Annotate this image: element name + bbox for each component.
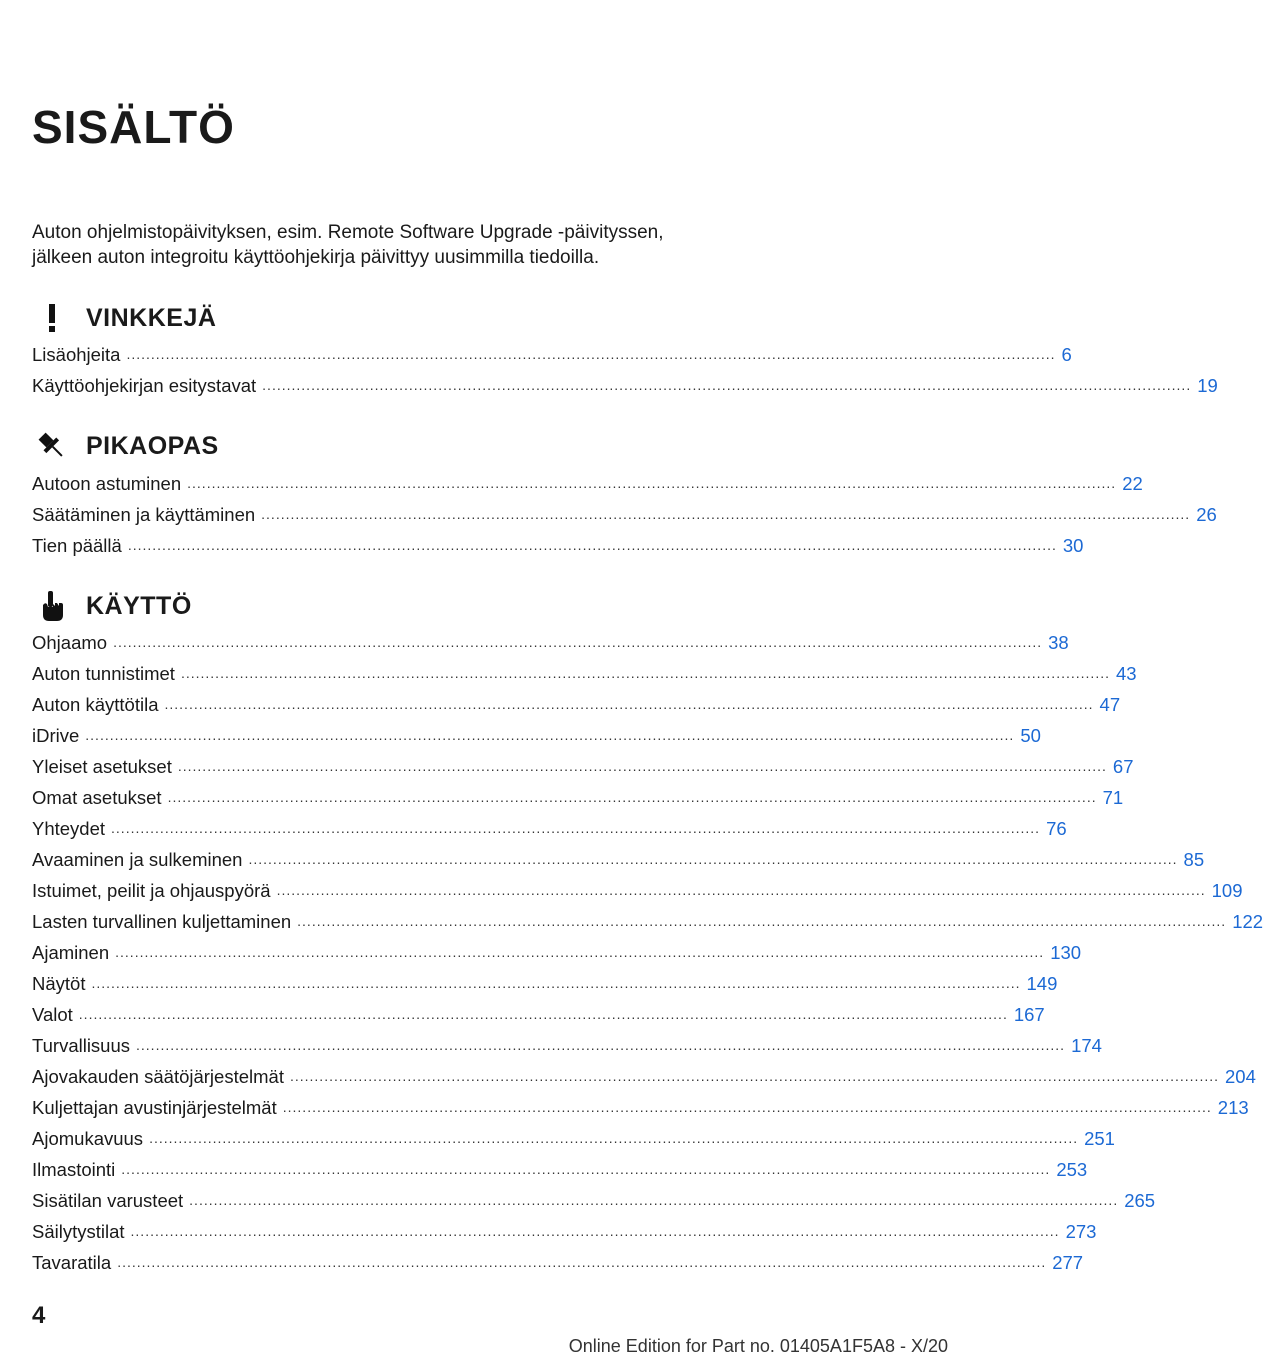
toc-leader-dots: .............................................................................................................................................................................................. — [276, 882, 1206, 898]
toc-leader-dots: .............................................................................................................................................................................................. — [149, 1130, 1079, 1146]
toc-entry-label: iDrive — [32, 724, 80, 746]
toc-leader-dots: .............................................................................................................................................................................................. — [85, 727, 1015, 743]
toc-entry-label: Tien päällä — [32, 534, 122, 556]
toc-entry-label: Autoon astuminen — [32, 472, 182, 494]
toc-entry-page[interactable]: 67 — [1112, 755, 1134, 777]
toc-list-kaytto — [32, 627, 1263, 1278]
toc-list-pikaopas — [32, 468, 1217, 561]
exclamation-icon — [32, 298, 72, 338]
toc-entry[interactable] — [32, 937, 1082, 968]
toc-entry-page[interactable]: 22 — [1122, 472, 1143, 494]
toc-leader-dots: .............................................................................................................................................................................................. — [78, 1006, 1008, 1022]
toc-entry[interactable] — [32, 627, 1069, 658]
toc-leader-dots: .............................................................................................................................................................................................. — [167, 789, 1097, 805]
toc-entry-page[interactable]: 273 — [1065, 1220, 1097, 1242]
toc-entry-label: Turvallisuus — [32, 1034, 131, 1056]
footer-edition-note: Online Edition for Part no. 01405A1F5A8 - X/20 — [568, 1336, 948, 1356]
toc-entry-label: Yhteydet — [32, 817, 106, 839]
toc-entry[interactable] — [32, 751, 1134, 782]
toc-entry-label: Ajaminen — [32, 941, 110, 963]
toc-entry-label: Istuimet, peilit ja ohjauspyörä — [32, 879, 271, 901]
toc-entry-page[interactable]: 253 — [1056, 1158, 1088, 1180]
toc-entry-page[interactable]: 43 — [1116, 662, 1137, 684]
section-heading-kaytto — [32, 586, 192, 626]
toc-entry-page[interactable]: 76 — [1046, 817, 1067, 839]
toc-leader-dots: .............................................................................................................................................................................................. — [261, 506, 1191, 522]
toc-entry[interactable] — [32, 813, 1067, 844]
toc-leader-dots: .............................................................................................................................................................................................. — [164, 696, 1094, 712]
toc-entry[interactable] — [32, 1185, 1156, 1216]
toc-entry[interactable] — [32, 782, 1124, 813]
toc-entry-label: Näytöt — [32, 972, 86, 994]
section-heading-pikaopas — [32, 426, 219, 466]
toc-entry[interactable] — [32, 499, 1217, 530]
pointing-hand-icon — [32, 586, 72, 626]
toc-leader-dots: .............................................................................................................................................................................................. — [187, 475, 1117, 491]
toc-leader-dots: .............................................................................................................................................................................................. — [111, 820, 1041, 836]
toc-entry-label: Valot — [32, 1003, 73, 1025]
toc-entry-label: Ilmastointi — [32, 1158, 116, 1180]
toc-entry-page[interactable]: 174 — [1071, 1034, 1102, 1056]
section-heading-label: KÄYTTÖ — [86, 591, 192, 620]
toc-entry[interactable] — [32, 844, 1205, 875]
toc-entry-page[interactable]: 265 — [1124, 1189, 1156, 1211]
toc-entry-page[interactable]: 149 — [1026, 972, 1058, 994]
toc-entry-page[interactable]: 38 — [1048, 631, 1069, 653]
toc-leader-dots: .............................................................................................................................................................................................. — [180, 665, 1110, 681]
toc-entry-page[interactable]: 167 — [1013, 1003, 1045, 1025]
toc-entry-page[interactable]: 26 — [1196, 503, 1217, 525]
toc-entry-page[interactable]: 251 — [1084, 1127, 1115, 1149]
toc-entry[interactable] — [32, 339, 1072, 370]
toc-entry-label: Kuljettajan avustinjärjestelmät — [32, 1096, 277, 1118]
toc-entry[interactable] — [32, 1123, 1115, 1154]
toc-leader-dots: .............................................................................................................................................................................................. — [91, 975, 1021, 991]
toc-entry[interactable] — [32, 875, 1243, 906]
toc-leader-dots: .............................................................................................................................................................................................. — [189, 1192, 1119, 1208]
toc-entry-page[interactable]: 19 — [1197, 374, 1218, 396]
section-heading-label: VINKKEJÄ — [86, 303, 217, 332]
page-number: 4 — [32, 1302, 46, 1329]
pushpin-icon — [32, 426, 72, 466]
toc-entry-label: Säätäminen ja käyttäminen — [32, 503, 256, 525]
toc-entry-label: Käyttöohjekirjan esitystavat — [32, 374, 257, 396]
toc-entry-page[interactable]: 277 — [1052, 1251, 1084, 1273]
toc-entry[interactable] — [32, 720, 1041, 751]
toc-leader-dots: .............................................................................................................................................................................................. — [177, 758, 1107, 774]
toc-entry-page[interactable]: 47 — [1099, 693, 1121, 715]
toc-leader-dots: .............................................................................................................................................................................................. — [121, 1161, 1051, 1177]
page-title: SISÄLTÖ — [32, 101, 235, 153]
toc-entry[interactable] — [32, 689, 1121, 720]
toc-entry-label: Säilytystilat — [32, 1220, 125, 1242]
toc-entry[interactable] — [32, 1030, 1102, 1061]
toc-entry-label: Lisäohjeita — [32, 343, 121, 365]
toc-entry-page[interactable]: 130 — [1050, 941, 1082, 963]
toc-entry-page[interactable]: 85 — [1183, 848, 1205, 870]
toc-leader-dots: .............................................................................................................................................................................................. — [297, 913, 1227, 929]
toc-leader-dots: .............................................................................................................................................................................................. — [130, 1223, 1060, 1239]
toc-entry-label: Avaaminen ja sulkeminen — [32, 848, 243, 870]
intro-text — [32, 220, 712, 270]
toc-leader-dots: .............................................................................................................................................................................................. — [117, 1254, 1047, 1270]
toc-entry[interactable] — [32, 1216, 1097, 1247]
toc-entry-label: Tavaratila — [32, 1251, 112, 1273]
toc-entry-page[interactable]: 213 — [1217, 1096, 1249, 1118]
toc-entry-label: Sisätilan varusteet — [32, 1189, 184, 1211]
toc-leader-dots: .............................................................................................................................................................................................. — [113, 634, 1043, 650]
toc-leader-dots: .............................................................................................................................................................................................. — [126, 346, 1056, 362]
toc-entry[interactable] — [32, 468, 1143, 499]
toc-entry[interactable] — [32, 906, 1263, 937]
toc-entry[interactable] — [32, 1247, 1084, 1278]
toc-entry-page[interactable]: 6 — [1061, 343, 1072, 365]
toc-entry[interactable] — [32, 370, 1218, 401]
toc-entry-page[interactable]: 122 — [1232, 910, 1263, 932]
toc-leader-dots: .............................................................................................................................................................................................. — [115, 944, 1045, 960]
toc-entry[interactable] — [32, 658, 1137, 689]
toc-entry[interactable] — [32, 968, 1058, 999]
toc-entry[interactable] — [32, 1061, 1256, 1092]
toc-entry-label: Auton tunnistimet — [32, 662, 175, 684]
toc-entry-label: Yleiset asetukset — [32, 755, 172, 777]
toc-leader-dots: .............................................................................................................................................................................................. — [136, 1037, 1066, 1053]
toc-entry-label: Ohjaamo — [32, 631, 108, 653]
toc-entry[interactable] — [32, 999, 1045, 1030]
toc-entry-page[interactable]: 204 — [1225, 1065, 1256, 1087]
toc-leader-dots: .............................................................................................................................................................................................. — [127, 537, 1057, 553]
toc-leader-dots: .............................................................................................................................................................................................. — [289, 1068, 1220, 1084]
toc-entry-label: Omat asetukset — [32, 786, 162, 808]
toc-leader-dots: .............................................................................................................................................................................................. — [262, 377, 1192, 393]
toc-entry-label: Lasten turvallinen kuljettaminen — [32, 910, 292, 932]
toc-leader-dots: .............................................................................................................................................................................................. — [282, 1099, 1212, 1115]
toc-entry-label: Ajovakauden säätöjärjestelmät — [32, 1065, 284, 1087]
toc-entry[interactable] — [32, 1154, 1088, 1185]
section-heading-label: PIKAOPAS — [86, 431, 219, 460]
toc-entry-page[interactable]: 50 — [1020, 724, 1041, 746]
toc-entry-page[interactable]: 71 — [1102, 786, 1124, 808]
toc-entry-label: Ajomukavuus — [32, 1127, 144, 1149]
toc-list-vinkkeja — [32, 339, 1218, 401]
toc-entry-page[interactable]: 30 — [1062, 534, 1084, 556]
section-heading-vinkkeja — [32, 298, 216, 338]
toc-entry-label: Auton käyttötila — [32, 693, 159, 715]
toc-leader-dots: .............................................................................................................................................................................................. — [248, 851, 1178, 867]
toc-entry-page[interactable]: 109 — [1211, 879, 1243, 901]
toc-entry[interactable] — [32, 530, 1084, 561]
intro-line: Auton ohjelmistopäivityksen, esim. Remote Software Upgrade -päivityssen, jälkeen auton integroitu käyttöohjekirja päivittyy uusimmilla tiedoilla. — [32, 222, 664, 268]
toc-entry[interactable] — [32, 1092, 1249, 1123]
